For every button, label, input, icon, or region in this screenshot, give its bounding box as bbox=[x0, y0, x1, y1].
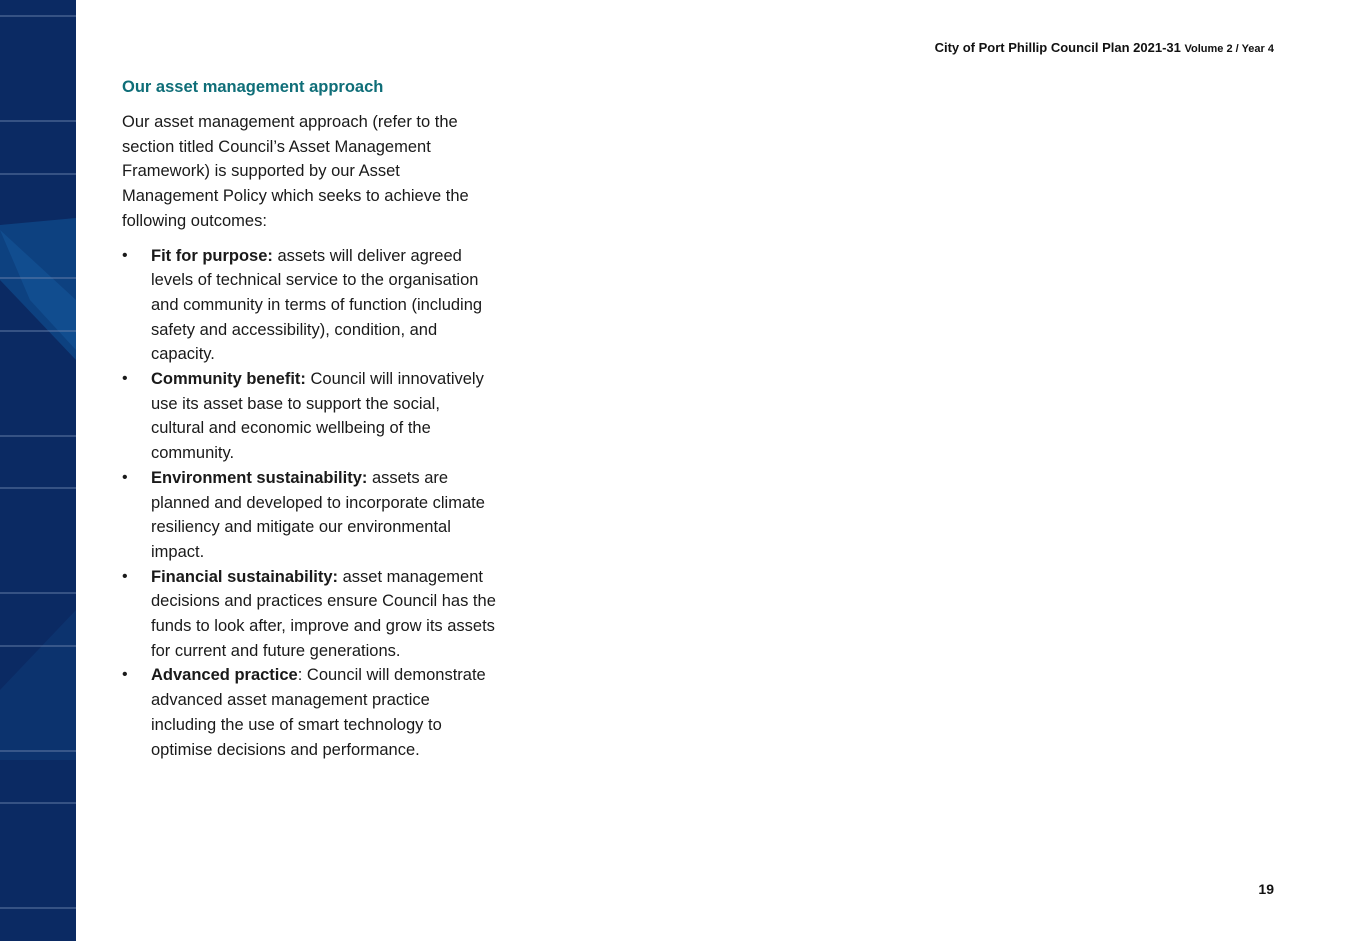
outcome-term: Financial sustainability: bbox=[151, 567, 339, 586]
list-item bbox=[122, 565, 497, 664]
bullet-icon: • bbox=[122, 666, 128, 684]
outcome-description: asset management decisions and practices ensure Council has the funds to look after, improve and grow its assets for current and future generations. bbox=[151, 567, 496, 660]
bullet-icon: • bbox=[122, 370, 128, 388]
outcome-term: Community benefit: bbox=[151, 370, 306, 389]
list-item bbox=[122, 466, 497, 565]
main-content bbox=[122, 76, 497, 762]
document-title: City of Port Phillip Council Plan 2021-31 bbox=[934, 40, 1181, 55]
outcome-description: assets are planned and developed to incorporate climate resiliency and mitigate our environmental impact. bbox=[151, 468, 485, 561]
outcome-description: Council will innovatively use its asset base to support the social, cultural and economic wellbeing of the community. bbox=[151, 370, 484, 463]
list-item bbox=[122, 367, 497, 466]
list-item bbox=[122, 244, 497, 368]
outcomes-list bbox=[122, 244, 497, 763]
outcome-description: assets will deliver agreed levels of technical service to the organisation and community in terms of function (including safety and accessibility), condition, and capacity. bbox=[151, 246, 483, 364]
bullet-icon: • bbox=[122, 567, 128, 585]
outcome-term: Environment sustainability: bbox=[151, 468, 368, 487]
bullet-icon: • bbox=[122, 468, 128, 486]
section-title: Our asset management approach bbox=[122, 78, 384, 96]
volume-label: Volume 2 / Year 4 bbox=[1184, 43, 1274, 55]
list-item bbox=[122, 663, 497, 762]
outcome-term: Advanced practice bbox=[151, 666, 298, 685]
sidebar-pattern bbox=[0, 0, 76, 941]
page-number: 19 bbox=[1258, 881, 1274, 897]
bullet-icon: • bbox=[122, 246, 128, 264]
outcome-term: Fit for purpose: bbox=[151, 246, 273, 265]
intro-paragraph: Our asset management approach (refer to the section titled Council’s Asset Management Framework) is supported by our Asset Management Policy which seeks to achieve the following outcomes: bbox=[122, 113, 469, 230]
decorative-sidebar bbox=[0, 0, 76, 941]
running-header bbox=[935, 40, 1274, 55]
outcome-description: : Council will demonstrate advanced asset management practice including the use of smart technology to optimise decisions and performance. bbox=[151, 666, 486, 759]
